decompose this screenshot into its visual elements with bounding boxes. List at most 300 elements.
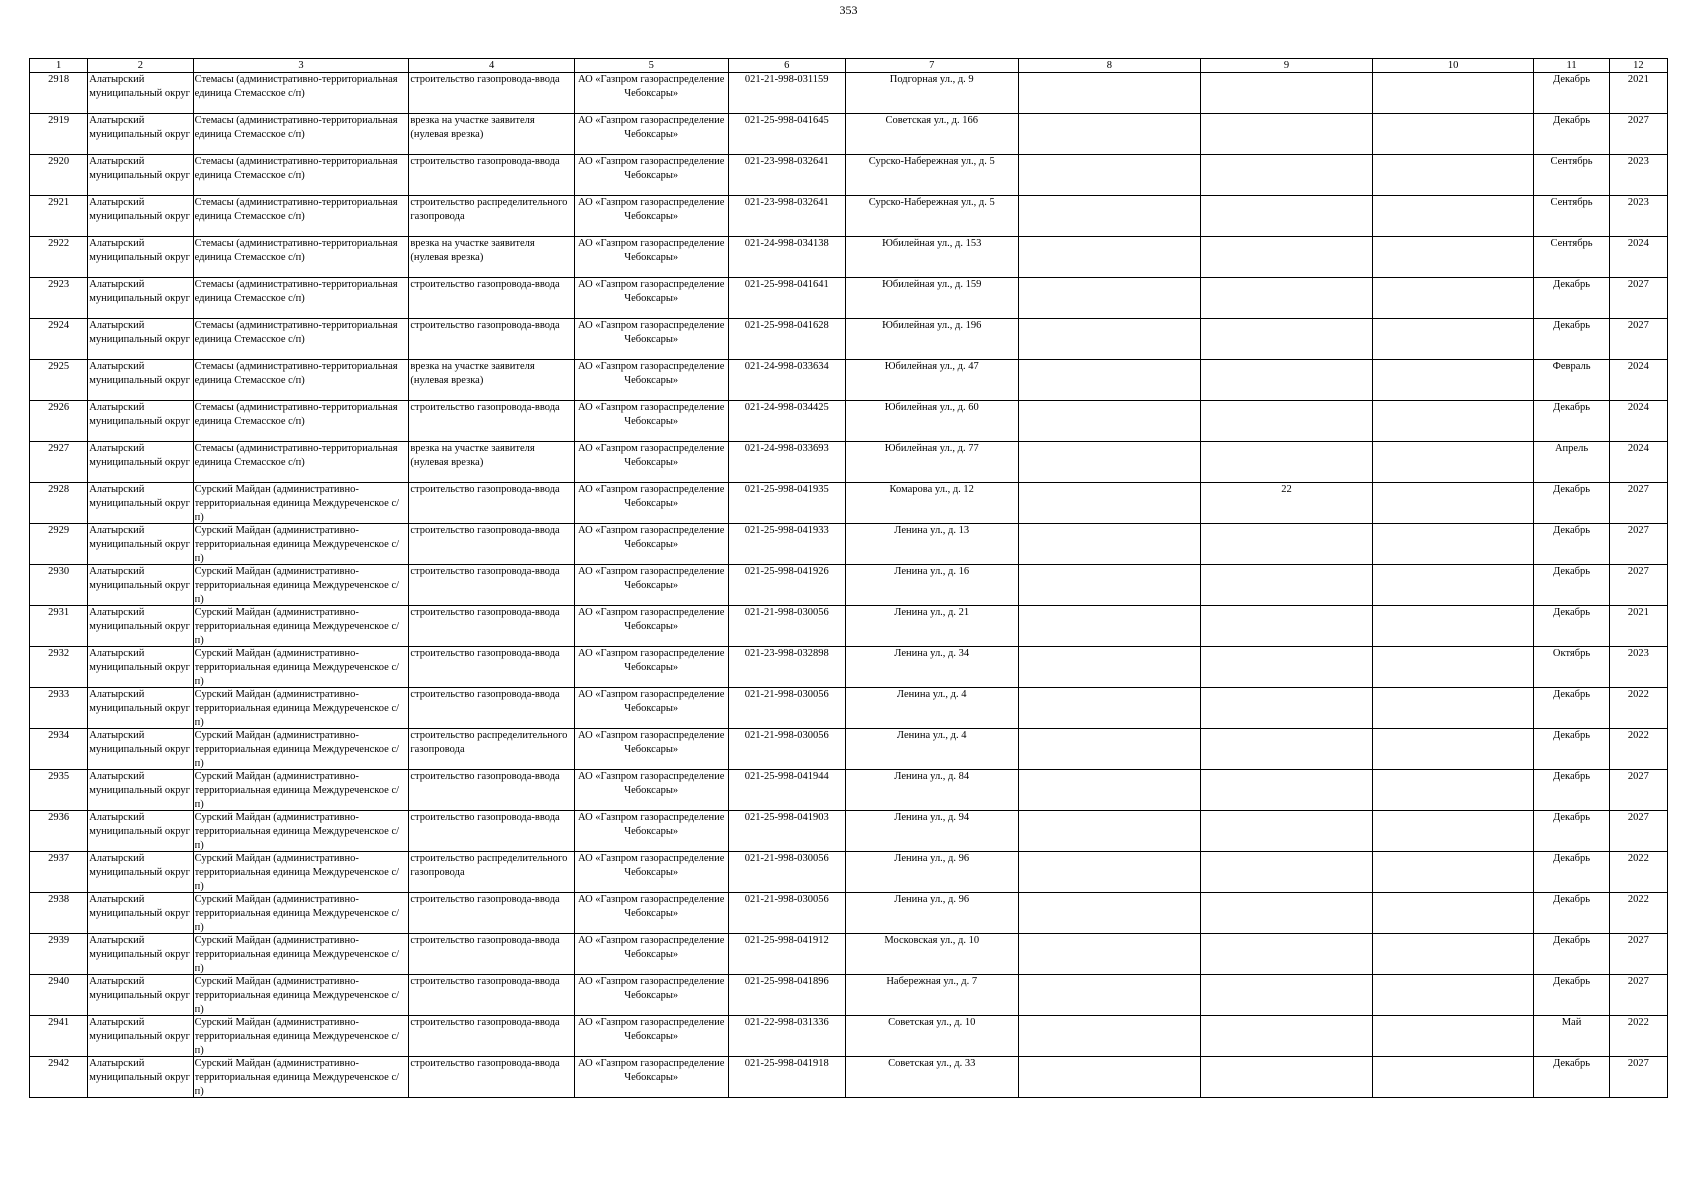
column-9-cell-text xyxy=(1202,565,1371,605)
column-header: 9 xyxy=(1201,59,1373,73)
column-10-cell-text xyxy=(1374,934,1533,974)
column-8-cell-text xyxy=(1020,278,1200,318)
organization-cell xyxy=(574,196,728,237)
year-cell-text: 2027 xyxy=(1627,279,1649,290)
column-10-cell-text xyxy=(1374,770,1533,810)
work-type-cell xyxy=(409,729,575,770)
row-number-text: 2928 xyxy=(48,484,70,495)
settlement-cell xyxy=(193,401,409,442)
application-code-cell xyxy=(728,401,845,442)
column-10-cell-text xyxy=(1374,852,1533,892)
application-code-cell xyxy=(728,975,845,1016)
column-9-cell xyxy=(1201,73,1373,114)
page-number: 353 xyxy=(839,3,858,17)
column-header: 4 xyxy=(409,59,575,73)
row-number-text: 2927 xyxy=(48,443,70,454)
settlement-cell-text: Стемасы (административно-территориальная единица Стемасское с/п) xyxy=(194,197,398,222)
application-code-cell xyxy=(728,524,845,565)
column-10-cell-text xyxy=(1374,360,1533,400)
application-code-cell-text: 021-21-998-030056 xyxy=(744,853,829,864)
district-cell-text: Алатырский муниципальный округ xyxy=(89,935,190,960)
column-10-cell xyxy=(1372,155,1534,196)
month-cell xyxy=(1534,729,1609,770)
row-number-text: 2926 xyxy=(48,402,70,413)
month-cell xyxy=(1534,73,1609,114)
district-cell-text: Алатырский муниципальный округ xyxy=(89,115,190,140)
row-number xyxy=(30,606,88,647)
address-cell xyxy=(845,278,1018,319)
month-cell xyxy=(1534,1057,1609,1098)
application-code-cell xyxy=(728,729,845,770)
row-number-text: 2922 xyxy=(48,238,70,249)
district-cell xyxy=(88,770,193,811)
table-row xyxy=(30,893,1668,934)
district-cell xyxy=(88,934,193,975)
district-cell xyxy=(88,688,193,729)
district-cell-text: Алатырский муниципальный округ xyxy=(89,730,190,755)
work-type-cell-text: строительство газопровода-ввода xyxy=(410,648,560,659)
settlement-cell xyxy=(193,196,409,237)
application-code-cell xyxy=(728,196,845,237)
settlement-cell xyxy=(193,1057,409,1098)
district-cell-text: Алатырский муниципальный округ xyxy=(89,238,190,263)
work-type-cell-text: строительство газопровода-ввода xyxy=(410,689,560,700)
row-number-text: 2939 xyxy=(48,935,70,946)
table-row xyxy=(30,606,1668,647)
table-row xyxy=(30,237,1668,278)
year-cell xyxy=(1609,811,1667,852)
column-9-cell-text xyxy=(1202,1057,1371,1097)
district-cell-text: Алатырский муниципальный округ xyxy=(89,976,190,1001)
table-row xyxy=(30,278,1668,319)
row-number xyxy=(30,483,88,524)
work-type-cell xyxy=(409,114,575,155)
settlement-cell xyxy=(193,155,409,196)
application-code-cell xyxy=(728,565,845,606)
district-cell xyxy=(88,729,193,770)
application-code-cell-text: 021-21-998-031159 xyxy=(744,74,829,85)
row-number xyxy=(30,565,88,606)
column-9-cell-text xyxy=(1202,401,1371,441)
column-10-cell xyxy=(1372,73,1534,114)
row-number-text: 2931 xyxy=(48,607,70,618)
row-number-text: 2936 xyxy=(48,812,70,823)
address-cell xyxy=(845,401,1018,442)
column-header: 3 xyxy=(193,59,409,73)
work-type-cell-text: строительство газопровода-ввода xyxy=(410,279,560,290)
column-8-cell xyxy=(1018,1016,1201,1057)
row-number-text: 2918 xyxy=(48,74,70,85)
address-cell xyxy=(845,73,1018,114)
work-type-cell xyxy=(409,688,575,729)
address-cell-text: Юбилейная ул., д. 60 xyxy=(884,402,979,413)
district-cell xyxy=(88,237,193,278)
column-8-cell xyxy=(1018,524,1201,565)
column-9-cell-text xyxy=(1202,852,1371,892)
settlement-cell-text: Сурский Майдан (административно-территориальная единица Междуреченское с/п) xyxy=(194,525,400,564)
district-cell xyxy=(88,811,193,852)
work-type-cell-text: строительство газопровода-ввода xyxy=(410,525,560,536)
column-9-cell-text xyxy=(1202,934,1371,974)
year-cell-text: 2024 xyxy=(1627,443,1649,454)
settlement-cell-text: Сурский Майдан (административно-территориальная единица Междуреченское с/п) xyxy=(194,771,400,810)
column-header: 11 xyxy=(1534,59,1609,73)
column-9-cell xyxy=(1201,442,1373,483)
district-cell xyxy=(88,1057,193,1098)
column-8-cell-text xyxy=(1020,606,1200,646)
column-10-cell-text xyxy=(1374,647,1533,687)
district-cell xyxy=(88,524,193,565)
column-9-cell xyxy=(1201,811,1373,852)
work-type-cell xyxy=(409,278,575,319)
month-cell-text: Декабрь xyxy=(1553,115,1590,126)
address-cell-text: Ленина ул., д. 84 xyxy=(894,771,970,782)
work-type-cell xyxy=(409,442,575,483)
year-cell-text: 2027 xyxy=(1627,1058,1649,1069)
organization-cell-text: АО «Газпром газораспределение Чебоксары» xyxy=(578,607,725,632)
year-cell xyxy=(1609,114,1667,155)
month-cell-text: Декабрь xyxy=(1553,812,1590,823)
column-10-cell xyxy=(1372,934,1534,975)
column-10-cell-text xyxy=(1374,196,1533,236)
organization-cell-text: АО «Газпром газораспределение Чебоксары» xyxy=(578,74,725,99)
column-8-cell xyxy=(1018,934,1201,975)
address-cell xyxy=(845,196,1018,237)
address-cell xyxy=(845,852,1018,893)
settlement-cell xyxy=(193,565,409,606)
column-8-cell xyxy=(1018,565,1201,606)
column-8-cell xyxy=(1018,606,1201,647)
column-9-cell xyxy=(1201,1057,1373,1098)
year-cell xyxy=(1609,319,1667,360)
month-cell xyxy=(1534,114,1609,155)
district-cell-text: Алатырский муниципальный округ xyxy=(89,607,190,632)
table-row xyxy=(30,975,1668,1016)
settlement-cell xyxy=(193,934,409,975)
row-number xyxy=(30,278,88,319)
column-9-cell-text xyxy=(1202,442,1371,482)
settlement-cell-text: Стемасы (административно-территориальная единица Стемасское с/п) xyxy=(194,320,398,345)
address-cell xyxy=(845,729,1018,770)
work-type-cell xyxy=(409,811,575,852)
month-cell xyxy=(1534,852,1609,893)
column-10-cell xyxy=(1372,196,1534,237)
organization-cell xyxy=(574,483,728,524)
year-cell-text: 2023 xyxy=(1627,156,1649,167)
month-cell-text: Декабрь xyxy=(1553,74,1590,85)
work-type-cell xyxy=(409,155,575,196)
row-number-text: 2924 xyxy=(48,320,70,331)
year-cell-text: 2022 xyxy=(1627,730,1649,741)
month-cell-text: Декабрь xyxy=(1553,689,1590,700)
organization-cell xyxy=(574,114,728,155)
column-9-cell-text xyxy=(1202,360,1371,400)
application-code-cell xyxy=(728,606,845,647)
column-10-cell-text xyxy=(1374,401,1533,441)
column-10-cell-text xyxy=(1374,688,1533,728)
year-cell-text: 2022 xyxy=(1627,853,1649,864)
work-type-cell-text: строительство газопровода-ввода xyxy=(410,74,560,85)
row-number xyxy=(30,688,88,729)
application-code-cell xyxy=(728,1057,845,1098)
organization-cell-text: АО «Газпром газораспределение Чебоксары» xyxy=(578,484,725,509)
district-cell-text: Алатырский муниципальный округ xyxy=(89,812,190,837)
column-10-cell-text xyxy=(1374,319,1533,359)
work-type-cell xyxy=(409,975,575,1016)
year-cell xyxy=(1609,483,1667,524)
work-type-cell xyxy=(409,893,575,934)
work-type-cell xyxy=(409,196,575,237)
year-cell-text: 2027 xyxy=(1627,525,1649,536)
application-code-cell xyxy=(728,852,845,893)
application-code-cell-text: 021-25-998-041628 xyxy=(744,320,829,331)
month-cell-text: Сентябрь xyxy=(1550,238,1593,249)
work-type-cell-text: строительство газопровода-ввода xyxy=(410,771,560,782)
column-8-cell xyxy=(1018,73,1201,114)
month-cell xyxy=(1534,770,1609,811)
work-type-cell-text: строительство газопровода-ввода xyxy=(410,484,560,495)
column-9-cell xyxy=(1201,401,1373,442)
organization-cell xyxy=(574,934,728,975)
settlement-cell xyxy=(193,811,409,852)
column-8-cell-text xyxy=(1020,155,1200,195)
column-8-cell-text xyxy=(1020,196,1200,236)
month-cell-text: Сентябрь xyxy=(1550,156,1593,167)
organization-cell xyxy=(574,237,728,278)
column-9-cell xyxy=(1201,770,1373,811)
column-9-cell xyxy=(1201,155,1373,196)
address-cell xyxy=(845,893,1018,934)
address-cell-text: Ленина ул., д. 94 xyxy=(894,812,970,823)
month-cell-text: Октябрь xyxy=(1552,648,1591,659)
work-type-cell xyxy=(409,1016,575,1057)
column-8-cell xyxy=(1018,852,1201,893)
column-9-cell-text xyxy=(1202,73,1371,113)
year-cell xyxy=(1609,729,1667,770)
row-number-text: 2921 xyxy=(48,197,70,208)
month-cell-text: Декабрь xyxy=(1553,607,1590,618)
district-cell xyxy=(88,606,193,647)
district-cell-text: Алатырский муниципальный округ xyxy=(89,648,190,673)
row-number-text: 2937 xyxy=(48,853,70,864)
month-cell-text: Декабрь xyxy=(1553,525,1590,536)
address-cell-text: Ленина ул., д. 16 xyxy=(894,566,970,577)
column-header: 10 xyxy=(1372,59,1534,73)
application-code-cell-text: 021-25-998-041918 xyxy=(744,1058,829,1069)
work-type-cell-text: строительство газопровода-ввода xyxy=(410,894,560,905)
year-cell-text: 2021 xyxy=(1627,74,1649,85)
year-cell xyxy=(1609,688,1667,729)
column-9-cell-text xyxy=(1202,770,1371,810)
organization-cell xyxy=(574,1016,728,1057)
column-9-cell-text xyxy=(1202,688,1371,728)
district-cell xyxy=(88,401,193,442)
address-cell-text: Советская ул., д. 10 xyxy=(888,1017,976,1028)
settlement-cell-text: Стемасы (административно-территориальная единица Стемасское с/п) xyxy=(194,443,398,468)
work-type-cell-text: строительство газопровода-ввода xyxy=(410,402,560,413)
application-code-cell-text: 021-25-998-041935 xyxy=(744,484,829,495)
year-cell-text: 2027 xyxy=(1627,484,1649,495)
column-8-cell xyxy=(1018,811,1201,852)
row-number xyxy=(30,73,88,114)
row-number xyxy=(30,155,88,196)
district-cell-text: Алатырский муниципальный округ xyxy=(89,279,190,304)
organization-cell xyxy=(574,729,728,770)
year-cell xyxy=(1609,155,1667,196)
application-code-cell-text: 021-25-998-041944 xyxy=(744,771,829,782)
application-code-cell xyxy=(728,647,845,688)
column-9-cell-text xyxy=(1202,606,1371,646)
row-number-text: 2929 xyxy=(48,525,70,536)
work-type-cell xyxy=(409,565,575,606)
district-cell xyxy=(88,1016,193,1057)
column-9-cell-text xyxy=(1202,319,1371,359)
column-8-cell-text xyxy=(1020,524,1200,564)
settlement-cell-text: Стемасы (административно-территориальная единица Стемасское с/п) xyxy=(194,74,398,99)
year-cell-text: 2027 xyxy=(1627,976,1649,987)
address-cell xyxy=(845,483,1018,524)
row-number-text: 2923 xyxy=(48,279,70,290)
address-cell-text: Ленина ул., д. 4 xyxy=(896,689,967,700)
district-cell-text: Алатырский муниципальный округ xyxy=(89,484,190,509)
column-8-cell-text xyxy=(1020,442,1200,482)
year-cell-text: 2027 xyxy=(1627,115,1649,126)
month-cell-text: Декабрь xyxy=(1553,484,1590,495)
district-cell xyxy=(88,73,193,114)
month-cell xyxy=(1534,893,1609,934)
table-row xyxy=(30,524,1668,565)
column-10-cell-text xyxy=(1374,893,1533,933)
month-cell xyxy=(1534,278,1609,319)
settlement-cell-text: Сурский Майдан (административно-территориальная единица Междуреченское с/п) xyxy=(194,484,400,523)
address-cell xyxy=(845,811,1018,852)
column-10-cell xyxy=(1372,565,1534,606)
district-cell-text: Алатырский муниципальный округ xyxy=(89,320,190,345)
column-9-cell xyxy=(1201,483,1373,524)
month-cell xyxy=(1534,237,1609,278)
district-cell-text: Алатырский муниципальный округ xyxy=(89,402,190,427)
column-9-cell-text xyxy=(1202,278,1371,318)
address-cell xyxy=(845,565,1018,606)
row-number xyxy=(30,729,88,770)
organization-cell xyxy=(574,606,728,647)
settlement-cell xyxy=(193,975,409,1016)
column-8-cell xyxy=(1018,442,1201,483)
organization-cell-text: АО «Газпром газораспределение Чебоксары» xyxy=(578,156,725,181)
district-cell-text: Алатырский муниципальный округ xyxy=(89,1017,190,1042)
address-cell-text: Ленина ул., д. 21 xyxy=(894,607,970,618)
address-cell xyxy=(845,237,1018,278)
column-10-cell xyxy=(1372,524,1534,565)
district-cell xyxy=(88,278,193,319)
work-type-cell xyxy=(409,1057,575,1098)
row-number-text: 2934 xyxy=(48,730,70,741)
settlement-cell-text: Стемасы (административно-территориальная единица Стемасское с/п) xyxy=(194,238,398,263)
address-cell xyxy=(845,360,1018,401)
district-cell-text: Алатырский муниципальный округ xyxy=(89,1058,190,1083)
year-cell xyxy=(1609,237,1667,278)
month-cell xyxy=(1534,319,1609,360)
work-type-cell-text: врезка на участке заявителя (нулевая врезка) xyxy=(410,443,535,468)
year-cell xyxy=(1609,278,1667,319)
settlement-cell-text: Сурский Майдан (административно-территориальная единица Междуреченское с/п) xyxy=(194,853,400,892)
year-cell-text: 2027 xyxy=(1627,935,1649,946)
table-row xyxy=(30,196,1668,237)
organization-cell xyxy=(574,1057,728,1098)
year-cell xyxy=(1609,934,1667,975)
column-8-cell xyxy=(1018,196,1201,237)
row-number-text: 2935 xyxy=(48,771,70,782)
application-code-cell-text: 021-24-998-034425 xyxy=(744,402,829,413)
address-cell xyxy=(845,975,1018,1016)
address-cell xyxy=(845,647,1018,688)
column-9-cell xyxy=(1201,647,1373,688)
application-code-cell-text: 021-23-998-032641 xyxy=(744,197,829,208)
column-8-cell-text xyxy=(1020,1057,1200,1097)
organization-cell xyxy=(574,524,728,565)
column-header: 6 xyxy=(728,59,845,73)
column-9-cell-text: 22 xyxy=(1281,484,1292,495)
month-cell xyxy=(1534,155,1609,196)
application-code-cell-text: 021-25-998-041896 xyxy=(744,976,829,987)
column-10-cell xyxy=(1372,893,1534,934)
application-code-cell xyxy=(728,483,845,524)
column-8-cell-text xyxy=(1020,852,1200,892)
year-cell xyxy=(1609,442,1667,483)
work-type-cell-text: строительство газопровода-ввода xyxy=(410,607,560,618)
column-8-cell-text xyxy=(1020,73,1200,113)
month-cell xyxy=(1534,483,1609,524)
column-10-cell xyxy=(1372,729,1534,770)
year-cell xyxy=(1609,852,1667,893)
organization-cell-text: АО «Газпром газораспределение Чебоксары» xyxy=(578,525,725,550)
column-9-cell-text xyxy=(1202,524,1371,564)
application-code-cell-text: 021-21-998-030056 xyxy=(744,730,829,741)
row-number-text: 2938 xyxy=(48,894,70,905)
table-row xyxy=(30,647,1668,688)
table-row xyxy=(30,114,1668,155)
settlement-cell xyxy=(193,647,409,688)
column-8-cell xyxy=(1018,729,1201,770)
column-9-cell xyxy=(1201,278,1373,319)
column-9-cell xyxy=(1201,237,1373,278)
row-number xyxy=(30,114,88,155)
work-type-cell xyxy=(409,360,575,401)
column-10-cell xyxy=(1372,237,1534,278)
column-10-cell-text xyxy=(1374,1016,1533,1056)
column-header: 12 xyxy=(1609,59,1667,73)
district-cell-text: Алатырский муниципальный округ xyxy=(89,894,190,919)
month-cell-text: Декабрь xyxy=(1553,402,1590,413)
settlement-cell xyxy=(193,606,409,647)
column-8-cell-text xyxy=(1020,811,1200,851)
settlement-cell-text: Сурский Майдан (административно-территориальная единица Междуреченское с/п) xyxy=(194,689,400,728)
year-cell xyxy=(1609,770,1667,811)
year-cell-text: 2024 xyxy=(1627,402,1649,413)
column-9-cell xyxy=(1201,360,1373,401)
address-cell-text: Ленина ул., д. 34 xyxy=(894,648,970,659)
column-8-cell xyxy=(1018,483,1201,524)
application-code-cell xyxy=(728,811,845,852)
organization-cell-text: АО «Газпром газораспределение Чебоксары» xyxy=(578,771,725,796)
column-10-cell xyxy=(1372,688,1534,729)
column-8-cell-text xyxy=(1020,770,1200,810)
row-number xyxy=(30,319,88,360)
address-cell xyxy=(845,114,1018,155)
row-number-text: 2940 xyxy=(48,976,70,987)
column-8-cell xyxy=(1018,975,1201,1016)
application-code-cell-text: 021-21-998-030056 xyxy=(744,894,829,905)
